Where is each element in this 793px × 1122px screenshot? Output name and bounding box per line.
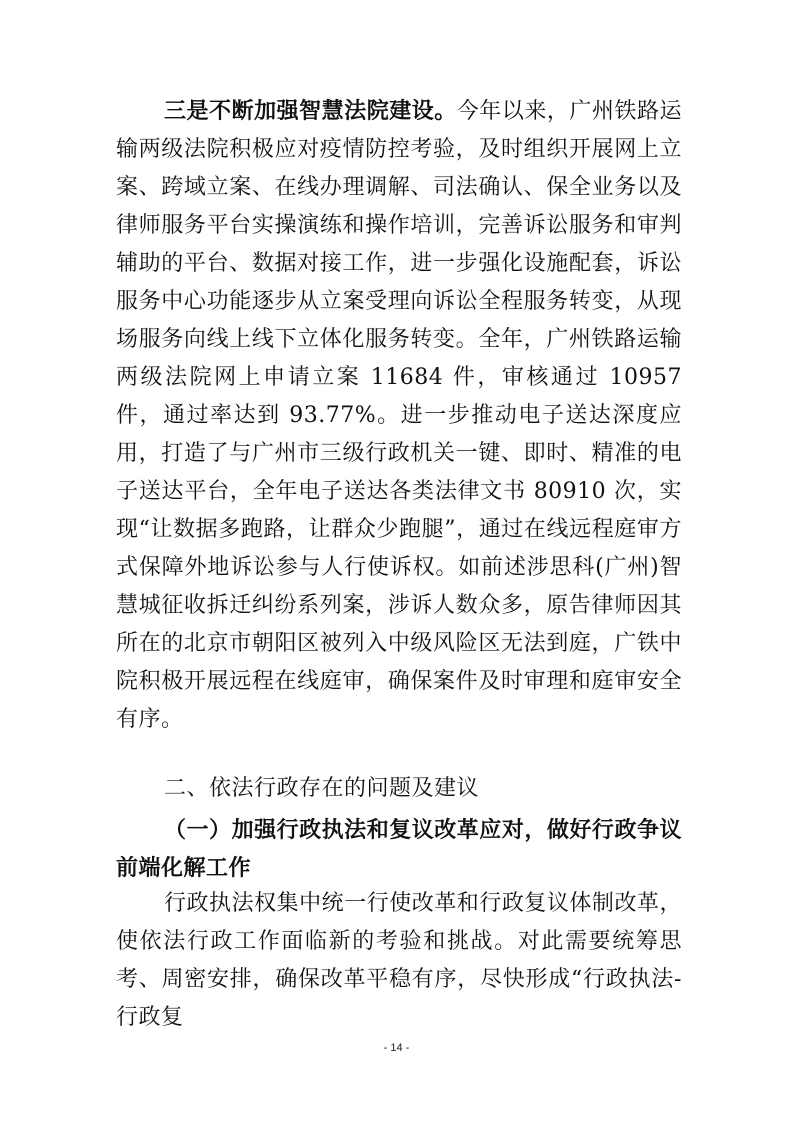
body-paragraph-smart-court bbox=[116, 92, 682, 739]
section-heading-2: 二、依法行政存在的问题及建议 bbox=[164, 776, 480, 801]
subsection-heading-1: （一）加强行政执法和复议改革应对，做好行政争议前端化解工作 bbox=[116, 817, 682, 881]
page-number: - 14 - bbox=[383, 1042, 410, 1054]
paragraph-lead-heading: 三是不断加强智慧法院建设。 bbox=[164, 98, 457, 124]
paragraph-body-text: 今年以来，广州铁路运输两级法院积极应对疫情防控考验，及时组织开展网上立案、跨域立案、在线办理调解、司法确认、保全业务以及律师服务平台实操演练和操作培训，完善诉讼服务和审判辅助的平台、数据对接工作，进一步强化设施配套，诉讼服务中心功能逐步从立案受理向诉讼全程服务转变，从现场服务向线上线下立体化服务转变。全年，广州铁路运输两级法院网上申请立案 11684 件，审核通过 10957 件，通过率达到 93.77%。进一步推动电子送达深度应用，打造了与广州市三级行政机关一键、即时、精准的电子送达平台，全年电子送达各类法律文书 80910 次，实现“让数据多跑路，让群众少跑腿”，通过在线远程庭审方式保障外地诉讼参与人行使诉权。如前述涉思科(广州)智慧城征收拆迁纠纷系列案，涉诉人数众多，原告律师因其所在的北京市朝阳区被列入中级风险区无法到庭，广铁中院积极开展远程在线庭审，确保案件及时审理和庭审安全有序。 bbox=[116, 99, 682, 732]
body-paragraph-reform: 行政执法权集中统一行使改革和行政复议体制改革，使依法行政工作面临新的考验和挑战。对此需要统筹思考、周密安排，确保改革平稳有序，尽快形成“行政执法-行政复 bbox=[116, 891, 682, 1030]
